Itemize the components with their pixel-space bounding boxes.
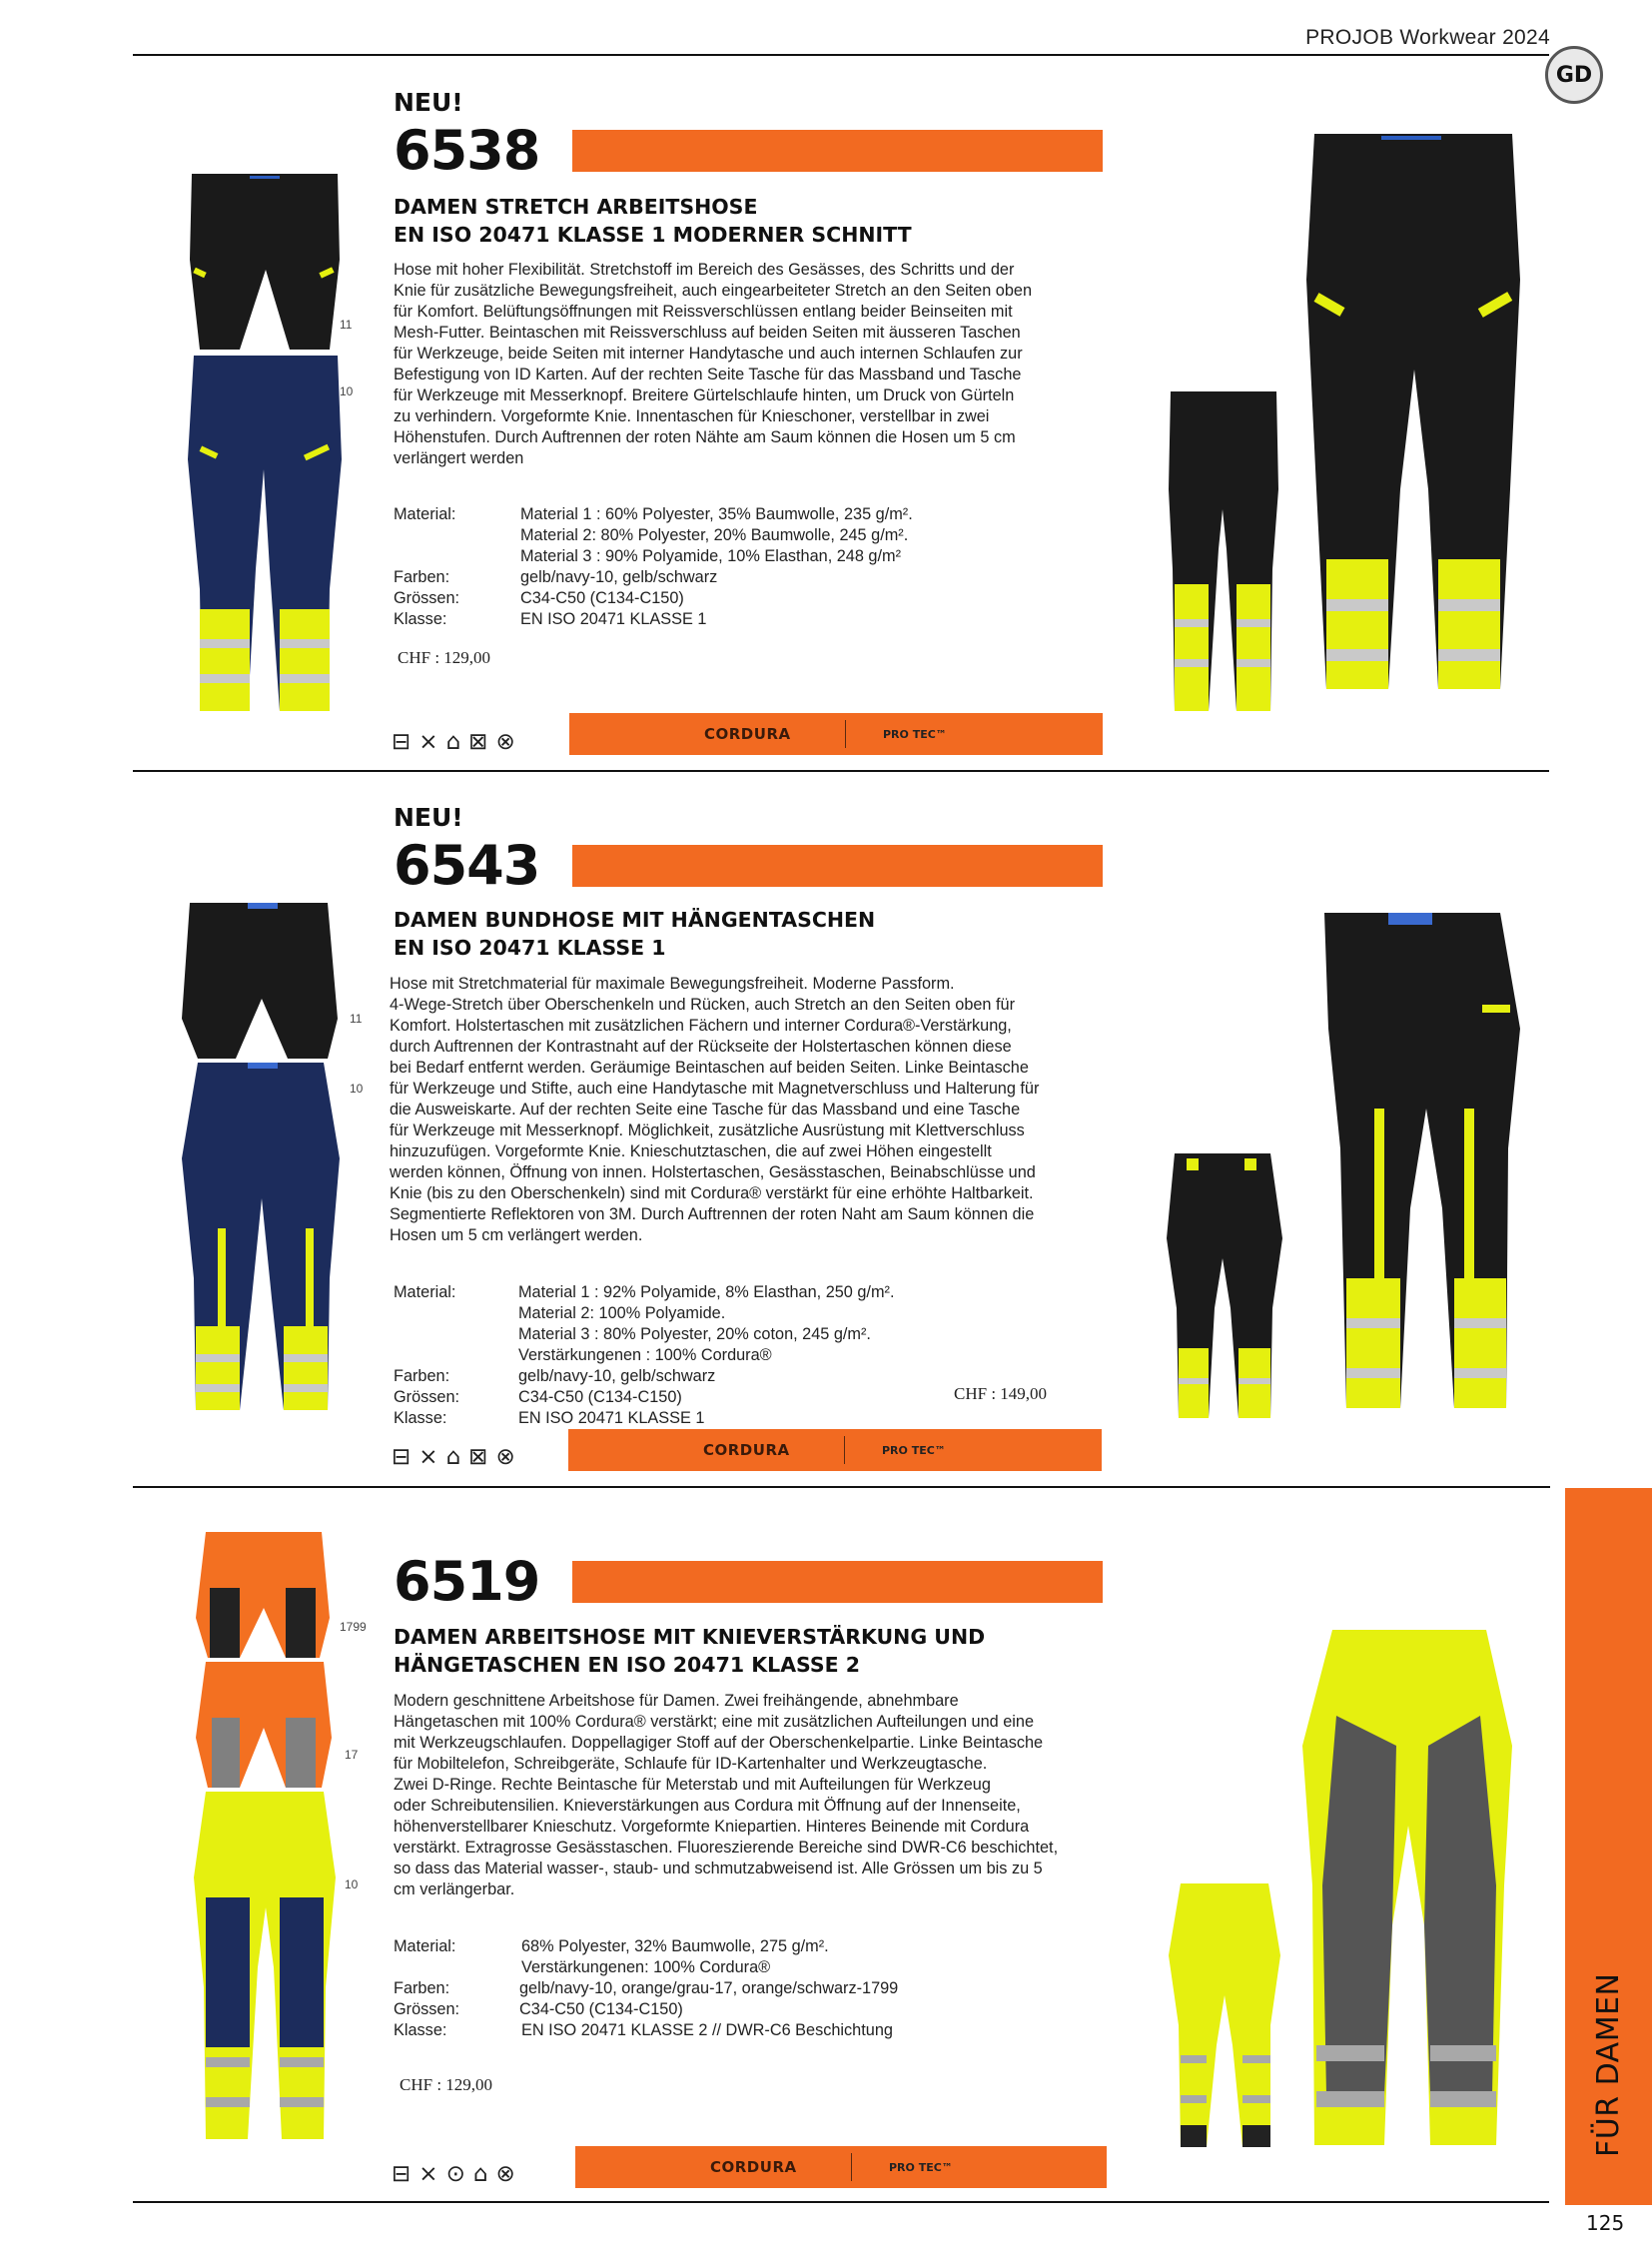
protec-logo: PRO TEC™ [889,2160,953,2174]
footer-rule [133,2201,1549,2203]
pants-back-view [1167,1153,1282,1418]
color-code: 11 [350,1012,363,1026]
color-code: 10 [345,1877,359,1891]
protec-logo: PRO TEC™ [882,1443,946,1457]
new-badge: NEU! [394,803,463,832]
product-title: DAMEN STRETCH ARBEITSHOSE EN ISO 20471 KLASSE 1 MODERNER SCHNITT [394,195,912,247]
tech-badge-bar [569,713,1103,755]
code-accent-bar [572,1561,1103,1603]
gd-logo: GD [1545,46,1603,104]
cordura-logo: CORDURA [703,1441,790,1459]
pants-back-view [1169,1883,1280,2147]
pants-black-yellow [182,903,338,1059]
price: CHF : 129,00 [400,2075,493,2094]
product-thumbnails [178,899,348,1418]
no-bleach-icon: ⨯ [418,1444,438,1470]
no-dry-clean-icon: ⊗ [495,2161,515,2187]
product-photos [1165,909,1524,1428]
spec-table: Material: Material 1 : 92% Polyamide, 8% Elasthan, 250 g/m². Material 2: 100% Polyamide. Material 3 : 80% Polyester, 20% coton, 245 g/m². Verstärkungenen : 100% Cordura® Farben: gelb/navy-10, gelb/schwarz Grössen: C34-C50 (C134-C150) Klasse: EN ISO 20471 KLASSE 1 [394,1283,895,1427]
color-code: 10 [350,1082,364,1096]
pants-back-view [1169,391,1278,711]
section-divider [133,770,1549,772]
color-code: 10 [340,384,354,398]
tech-badge-bar [575,2146,1107,2188]
product-description: Modern geschnittene Arbeitshose für Damen. Zwei freihängende, abnehmbare Hängetaschen mit 100% Cordura® verstärkt; eine mit zusätzlichen Aufteilungen und eine mit Werkzeugschlaufen. Doppellagiger Stoff auf der Oberschenkelpartie. Linke Beintasche für Mobiltelefon, Schreibgeräte, Schlaufe für ID-Kartenhalter und Werkzeugtasche. Zwei D-Ringe. Rechte Beintasche für Meterstab und mit Aufteilungen für Werkzeug oder Schreibutensilien. Knieverstärkungen aus Cordura mit Öffnung auf der Innenseite, höhenverstellbarer Knieschutz. Vorgeformte Kniepartien. Hinteres Beinende mit Cordura verstärkt. Extragrosse Gesässtaschen. Fluoreszierende Bereiche sind DWR-C6 beschichtet, so dass das Material wasser-, staub- und schmutzabweisend ist. Alle Grössen um bis zu 5 cm verlängerbar. [394,1692,1059,1898]
tech-badge-bar [568,1429,1102,1471]
iron-low-icon: ⌂ [445,729,461,755]
product-thumbnails [190,1528,340,2147]
product-photos [1167,1626,1526,2155]
catalog-title: PROJOB Workwear 2024 [1305,26,1550,49]
code-accent-bar [572,130,1103,172]
price: CHF : 149,00 [954,1384,1048,1403]
pants-orange-grey [196,1662,332,1788]
color-code: 11 [340,318,353,332]
color-code: 1799 [340,1620,367,1634]
no-bleach-icon: ⨯ [418,2161,438,2187]
care-icons [392,2163,515,2186]
tumble-dry-icon: ⊙ [445,2161,465,2187]
care-icons [392,731,515,754]
spec-table: Material: 68% Polyester, 32% Baumwolle, 275 g/m². Verstärkungenen: 100% Cordura® Farben: gelb/navy-10, orange/grau-17, orange/schwarz-1799 Grössen: C34-C50 (C134-C150) Klasse: EN ISO 20471 KLASSE 2 // DWR-C6 Beschichtung [394,1937,899,2039]
new-badge: NEU! [394,88,463,117]
protec-logo: PRO TEC™ [883,727,947,741]
color-code: 17 [345,1748,359,1762]
no-bleach-icon: ⨯ [418,729,438,755]
pants-front-view [1302,1630,1512,2145]
cordura-logo: CORDURA [704,725,791,743]
pants-yellow-navy [194,1792,336,2139]
cordura-logo: CORDURA [710,2158,797,2176]
iron-low-icon: ⌂ [445,1444,461,1470]
product-code: 6543 [394,834,540,897]
price: CHF : 129,00 [398,648,491,667]
pants-orange-black [196,1532,330,1658]
care-icons [392,1446,515,1469]
product-code: 6519 [394,1550,540,1613]
pants-front-view [1306,134,1520,689]
product-code: 6538 [394,119,540,182]
no-dry-clean-icon: ⊗ [495,1444,515,1470]
no-tumble-dry-icon: ⊠ [468,729,488,755]
spec-table: Material: Material 1 : 60% Polyester, 35% Baumwolle, 235 g/m². Material 2: 80% Polyester, 20% Baumwolle, 245 g/m². Material 3 : 90% Polyamide, 10% Elasthan, 248 g/m² Farben: gelb/navy-10, gelb/schwarz Grössen: C34-C50 (C134-C150) Klasse: EN ISO 20471 KLASSE 1 [394,505,913,628]
wash-30-icon: ⊟ [392,729,412,755]
wash-30-icon: ⊟ [392,2161,412,2187]
section-divider [133,1486,1550,1488]
pants-black-yellow [190,174,340,350]
pants-front-view [1324,913,1520,1408]
product-description: Hose mit hoher Flexibilität. Stretchstoff im Bereich des Gesässes, des Schritts und der Knie für zusätzliche Bewegungsfreiheit, auch eingearbeiteter Stretch an den Seiten oben für Komfort. Belüftungsöffnungen mit Reissverschlüssen entlang beider Beinseiten mit Mesh-Futter. Beintaschen mit Reissverschluss auf beiden Seiten mit äusseren Taschen für Werkzeuge, beide Seiten mit interner Handytasche und auch internen Schlaufen zur Befestigung von ID Karten. Auf der rechten Seite Tasche für das Massband und Tasche für Werkzeuge mit Messerknopf. Breitere Gürtelschlaufe hinten, um Druck von Gürteln zu verhindern. Vorgeformte Knie. Innentaschen für Knieschoner, verstellbar in zwei Höhenstufen. Durch Auftrennen der roten Nähte am Saum können die Hosen um 5 cm verlängert werden [394,261,1032,467]
product-photos [1167,130,1526,719]
product-title: DAMEN BUNDHOSE MIT HÄNGENTASCHEN EN ISO 20471 KLASSE 1 [394,908,876,960]
pants-navy-yellow [182,1063,340,1410]
product-title: DAMEN ARBEITSHOSE MIT KNIEVERSTÄRKUNG UND HÄNGETASCHEN EN ISO 20471 KLASSE 2 [394,1625,986,1677]
product-description: Hose mit Stretchmaterial für maximale Bewegungsfreiheit. Moderne Passform. 4-Wege-Stretch über Oberschenkeln und Rücken, auch Stretch an den Seiten oben für Komfort. Holstertaschen mit zusätzlichen Fächern und interner Cordura®-Verstärkung, durch Auftrennen der Kontrastnaht auf der Rückseite der Holstertaschen können diese bei Bedarf entfernt werden. Geräumige Beintaschen auf beiden Seiten. Linke Beintasche für Werkzeuge und Stifte, auch eine Handytasche mit Magnetverschluss und Halterung für die Ausweiskarte. Auf der rechten Seite eine Tasche für das Massband und eine Tasche für Werkzeuge mit Messerknopf. Möglichkeit, zusätzliche Ausrüstung mit Klettverschluss hinzuzufügen. Vorgeformte Knie. Knieschutztaschen, die auf zwei Höhen eingestellt werden können, Öffnung von innen. Holstertaschen, Gesässtaschen, Beinabschlüsse und Knie (bis zu den Oberschenkeln) sind mit Cordura® verstärkt für eine erhöhte Haltbarkeit. Segmentierte Reflektoren von 3M. Durch Auftrennen der roten Naht am Saum können die Hosen um 5 cm verlängert werden. [390,975,1040,1244]
pants-navy-yellow [188,356,342,711]
wash-30-icon: ⊟ [392,1444,412,1470]
product-thumbnails [180,170,353,719]
section-label: FÜR DAMEN [1591,1972,1626,2157]
no-tumble-dry-icon: ⊠ [468,1444,488,1470]
page-number: 125 [1586,2211,1625,2235]
iron-icon: ⌂ [472,2161,488,2187]
no-dry-clean-icon: ⊗ [495,729,515,755]
code-accent-bar [572,845,1103,887]
header-rule [133,54,1549,56]
